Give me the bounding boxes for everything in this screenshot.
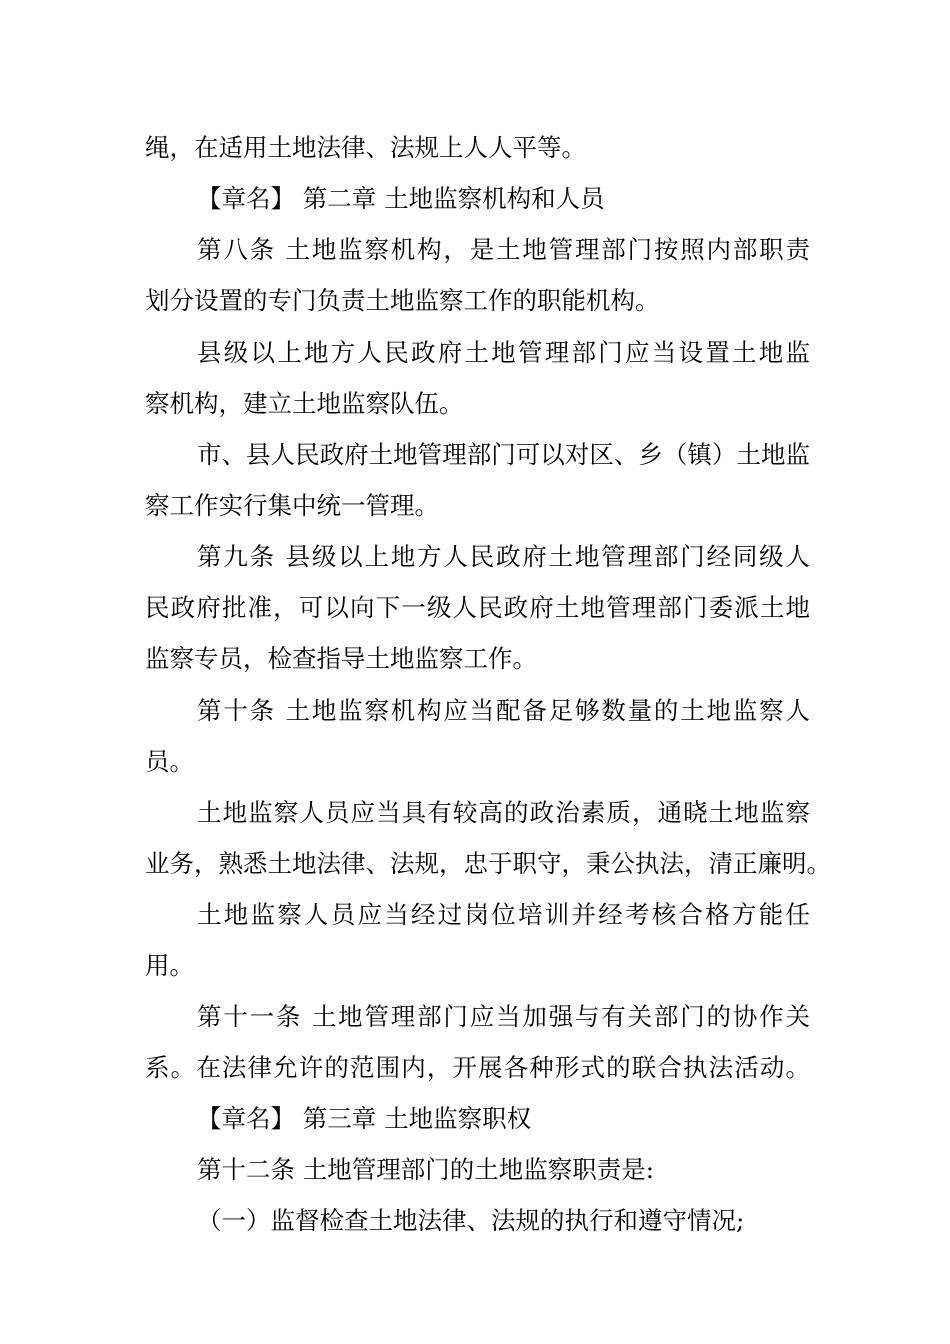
text-line: 业务，熟悉土地法律、法规，忠于职守，秉公执法，清正廉明。 (145, 849, 831, 878)
text-line: 第十一条 土地管理部门应当加强与有关部门的协作关 (197, 1002, 810, 1031)
chapter-heading: 【章名】 第三章 土地监察职权 (197, 1104, 532, 1133)
text-line: 第八条 土地监察机构，是土地管理部门按照内部职责 (197, 235, 810, 264)
text-line: 用。 (145, 951, 194, 980)
text-line: 第九条 县级以上地方人民政府土地管理部门经同级人 (197, 542, 810, 571)
text-line: （一）监督检查土地法律、法规的执行和遵守情况; (197, 1206, 745, 1235)
text-line: 察工作实行集中统一管理。 (145, 491, 439, 520)
text-line: 监察专员，检查指导土地监察工作。 (145, 644, 537, 673)
text-line: 土地监察人员应当经过岗位培训并经考核合格方能任 (197, 900, 810, 929)
text-line: 土地监察人员应当具有较高的政治素质，通晓土地监察 (197, 798, 810, 827)
text-line: 第十二条 土地管理部门的土地监察职责是: (197, 1155, 655, 1184)
text-line: 划分设置的专门负责土地监察工作的职能机构。 (145, 286, 660, 315)
text-line: 绳，在适用土地法律、法规上人人平等。 (145, 133, 586, 162)
text-line: 县级以上地方人民政府土地管理部门应当设置土地监 (197, 338, 810, 367)
text-line: 民政府批准，可以向下一级人民政府土地管理部门委派土地 (145, 593, 810, 622)
text-line: 市、县人民政府土地管理部门可以对区、乡（镇）土地监 (197, 440, 810, 469)
text-line: 察机构，建立土地监察队伍。 (145, 389, 464, 418)
text-line: 第十条 土地监察机构应当配备足够数量的土地监察人 (197, 696, 810, 725)
text-line: 员。 (145, 747, 194, 776)
chapter-heading: 【章名】 第二章 土地监察机构和人员 (197, 184, 605, 213)
text-line: 系。在法律允许的范围内，开展各种形式的联合执法活动。 (145, 1053, 810, 1082)
